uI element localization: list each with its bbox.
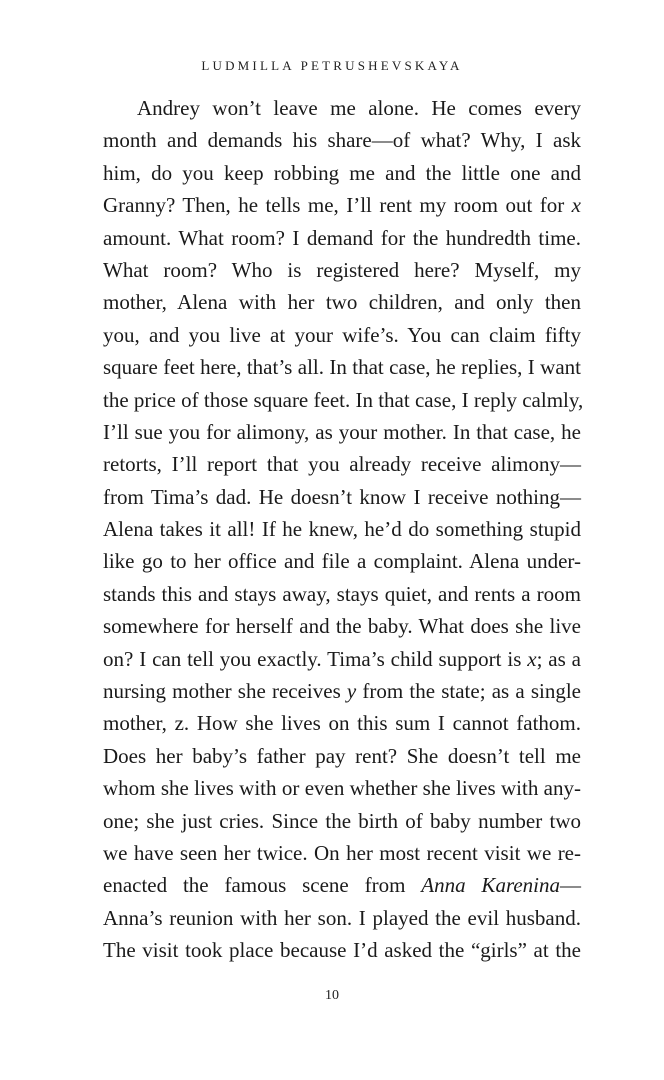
body-text (103, 92, 584, 967)
text-line (103, 675, 581, 707)
text-segment: the price of those square feet. In that case, I reply calmly, (103, 387, 584, 412)
text-segment: mother, z. How she lives on this sum I cannot fathom. (103, 711, 581, 736)
text-line (103, 92, 581, 124)
text-line (103, 189, 581, 221)
text-segment: we have seen her twice. On her most recent visit we re- (103, 840, 581, 865)
text-segment: square feet here, that’s all. In that case, he replies, I want (103, 355, 581, 380)
text-line (103, 545, 581, 577)
text-segment: I’ll sue you for alimony, as your mother. In that case, he (103, 419, 581, 444)
text-line (103, 902, 581, 934)
text-line (103, 254, 581, 286)
text-line (103, 578, 581, 610)
text-line (103, 416, 581, 448)
text-segment: — (560, 873, 581, 898)
text-line (103, 481, 581, 513)
text-line (103, 643, 581, 675)
text-line (103, 286, 581, 318)
text-segment: like go to her office and file a complaint. Alena under- (103, 549, 581, 574)
text-line (103, 222, 581, 254)
text-segment: Alena takes it all! If he knew, he’d do something stupid (103, 517, 581, 542)
text-line (103, 772, 581, 804)
text-segment: mother, Alena with her two children, and only then (103, 290, 581, 315)
text-segment: retorts, I’ll report that you already receive alimony— (103, 452, 581, 477)
text-segment: nursing mother she receives (103, 679, 347, 704)
text-segment: The visit took place because I’d asked the “girls” at the (103, 938, 581, 963)
text-line (103, 351, 581, 383)
text-segment: enacted the famous scene from (103, 873, 422, 898)
text-line (103, 707, 581, 739)
text-segment: on? I can tell you exactly. Tima’s child support is (103, 646, 528, 671)
text-segment: Does her baby’s father pay rent? She doesn’t tell me (103, 743, 581, 768)
text-line (103, 157, 581, 189)
page-number: 10 (325, 988, 339, 1003)
text-segment: stands this and stays away, stays quiet, and rents a room (103, 581, 581, 606)
running-head-author: LUDMILLA PETRUSHEVSKAYA (201, 58, 463, 73)
text-segment: What room? Who is registered here? Myself, my (103, 257, 581, 282)
text-segment: Andrey won’t leave me alone. He comes every (137, 96, 581, 120)
text-line (103, 869, 581, 901)
text-line (103, 513, 581, 545)
text-line (103, 319, 581, 351)
text-line (103, 124, 581, 156)
italic-text-segment: y (346, 679, 357, 704)
text-line (103, 934, 581, 966)
text-line (103, 610, 581, 642)
text-segment: from the state; as a single (356, 679, 581, 704)
text-segment: whom she lives with or even whether she lives with any- (103, 776, 581, 801)
text-segment: Granny? Then, he tells me, I’ll rent my room out for (103, 193, 572, 218)
text-segment: from Tima’s dad. He doesn’t know I receive nothing— (103, 484, 581, 509)
italic-text-segment: x (527, 646, 537, 671)
text-segment: amount. What room? I demand for the hundredth time. (103, 225, 581, 250)
text-segment: Anna’s reunion with her son. I played the evil husband. (103, 905, 581, 930)
text-line (103, 805, 581, 837)
text-segment: him, do you keep robbing me and the little one and (103, 160, 581, 185)
text-segment: month and demands his share—of what? Why, I ask (103, 128, 581, 153)
italic-text-segment: x (571, 193, 581, 218)
text-segment: you, and you live at your wife’s. You can claim fifty (103, 322, 581, 347)
text-segment: somewhere for herself and the baby. What does she live (103, 614, 581, 639)
text-segment: ; as a (536, 646, 581, 671)
text-line (103, 384, 584, 416)
text-line (103, 740, 581, 772)
italic-text-segment: Anna Karenina (421, 873, 560, 898)
text-segment: one; she just cries. Since the birth of baby number two (103, 808, 581, 833)
text-line (103, 837, 581, 869)
text-line (103, 448, 581, 480)
